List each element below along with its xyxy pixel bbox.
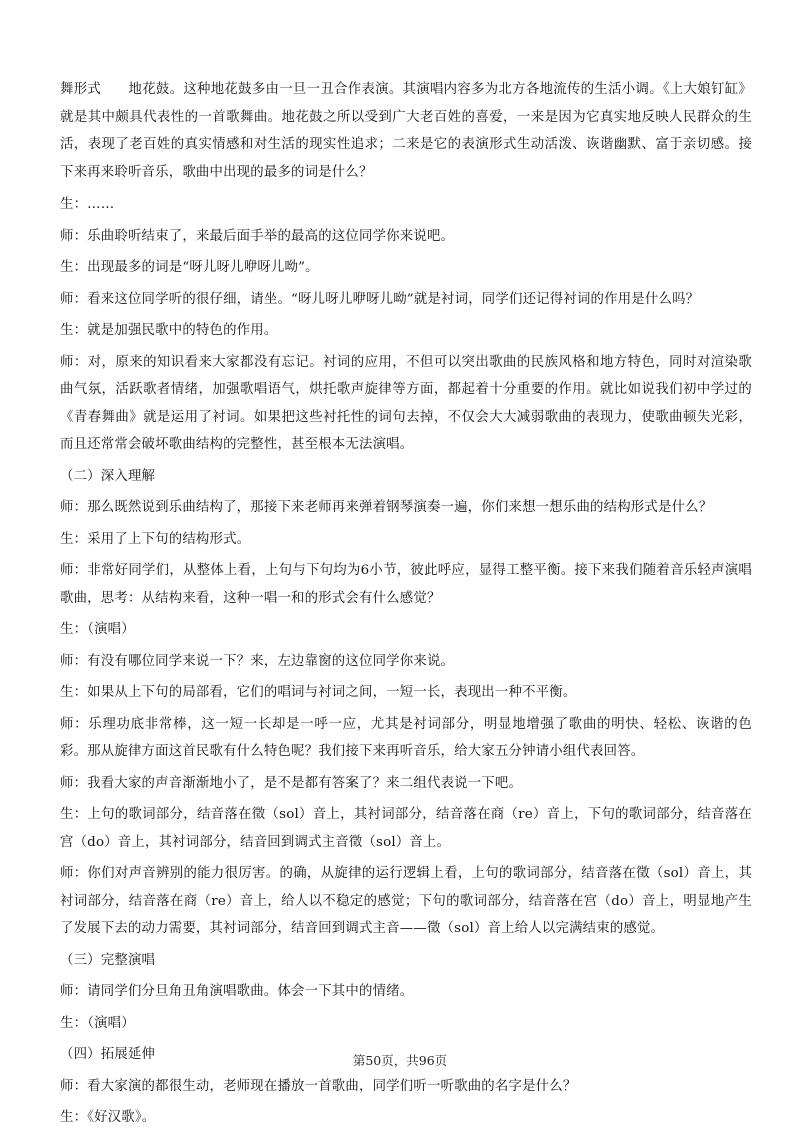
section-heading: （二）深入理解 <box>60 468 156 484</box>
paragraph-intro: 舞形式 地花鼓。这种地花鼓多由一旦一丑合作表演。其演唱内容多为北方各地流传的生活小调。《上大娘钉缸》就是其中颇具代表性的一首歌舞曲。地花鼓之所以受到广大老百姓的喜爱，一来是因为它真实地反映人民群众的生活，表现了老百姓的真实情感和对生活的现实性追求；二来是它的表演形式生动活泼、诙谐幽默、富于亲切感。接下来再来聆听音乐，歌曲中出现的最多的词是什么？ <box>60 82 752 180</box>
paragraph-student: 生：（演唱） <box>60 622 135 637</box>
paragraph-teacher: 师：看来这位同学听的很仔细，请坐。“呀儿呀儿咿呀儿呦”就是衬词，同学们还记得衬词的作用是什么吗？ <box>60 291 700 307</box>
paragraph-teacher: 师：对，原来的知识看来大家都没有忘记。衬词的应用，不但可以突出歌曲的民族风格和地方特色，同时对渲染歌曲气氛，活跃歌者情绪，加强歌唱语气，烘托歌声旋律等方面，都起着十分重要的作用。就比如说我们初中学过的《青春舞曲》就是运用了衬词。如果把这些衬托性的词句去掉，不仅会大大减弱歌曲的表现力，使歌曲顿失光彩，而且还常常会破坏歌曲结构的完整性，甚至根本无法演唱。 <box>60 354 752 452</box>
paragraph-student: 生：《好汉歌》。 <box>60 1110 156 1125</box>
paragraph-teacher: 师：有没有哪位同学来说一下？来，左边靠窗的这位同学你来说。 <box>60 653 455 669</box>
paragraph-teacher: 师：你们对声音辨别的能力很厉害。的确，从旋律的运行逻辑上看，上句的歌词部分，结音落在徵（sol）音上，其衬词部分，结音落在商（re）音上，给人以不稳定的感觉；下句的歌词部分，结音落在宫（do）音上，明显地产生了发展下去的动力需要，其衬词部分，结音回到调式主音——徵（sol）音上给人以完满结束的感觉。 <box>60 866 752 936</box>
paragraph-student: 生：（演唱） <box>60 1015 135 1031</box>
section-heading: （三）完整演唱 <box>60 952 156 968</box>
paragraph-student: 生：就是加强民歌中的特色的作用。 <box>60 323 278 338</box>
paragraph-teacher: 师：看大家演的都很生动，老师现在播放一首歌曲，同学们听一听歌曲的名字是什么？ <box>60 1078 577 1094</box>
document-body <box>60 76 752 1136</box>
page-number-footer: 第50页，共96页 <box>352 1053 448 1068</box>
paragraph-student: 生：上句的歌词部分，结音落在徵（sol）音上，其衬词部分，结音落在商（re）音上，下句的歌词部分，结音落在宫（do）音上，其衬词部分，结音回到调式主音徵（sol）音上。 <box>60 807 752 850</box>
paragraph-teacher: 师：乐理功底非常棒，这一短一长却是一呼一应，尤其是衬词部分，明显地增强了歌曲的明快、轻松、诙谐的色彩。那从旋律方面这首民歌有什么特色呢？我们接下来再听音乐，给大家五分钟请小组代表回答。 <box>60 716 752 759</box>
paragraph-student: 生：…… <box>60 197 115 212</box>
paragraph-teacher: 师：非常好同学们，从整体上看，上句与下句均为6小节，彼此呼应，显得工整平衡。接下来我们随着音乐轻声演唱歌曲，思考：从结构来看，这种一唱一和的形式会有什么感觉？ <box>60 563 752 606</box>
paragraph-teacher: 师：乐曲聆听结束了，来最后面手举的最高的这位同学你来说吧。 <box>60 228 455 244</box>
paragraph-student: 生：出现最多的词是“呀儿呀儿咿呀儿呦”。 <box>60 260 319 275</box>
paragraph-teacher: 师：那么既然说到乐曲结构了，那接下来老师再来弹着钢琴演奏一遍，你们来想一想乐曲的结构形式是什么？ <box>60 500 713 515</box>
paragraph-teacher: 师：请同学们分旦角丑角演唱歌曲。体会一下其中的情绪。 <box>60 984 414 999</box>
paragraph-teacher: 师：我看大家的声音渐渐地小了，是不是都有答案了？来二组代表说一下吧。 <box>60 775 523 791</box>
section-heading: （四）拓展延伸 <box>60 1047 156 1062</box>
paragraph-student: 生：采用了上下句的结构形式。 <box>60 531 251 547</box>
paragraph-student: 生：如果从上下句的局部看，它们的唱词与衬词之间，一短一长，表现出一种不平衡。 <box>60 685 577 700</box>
